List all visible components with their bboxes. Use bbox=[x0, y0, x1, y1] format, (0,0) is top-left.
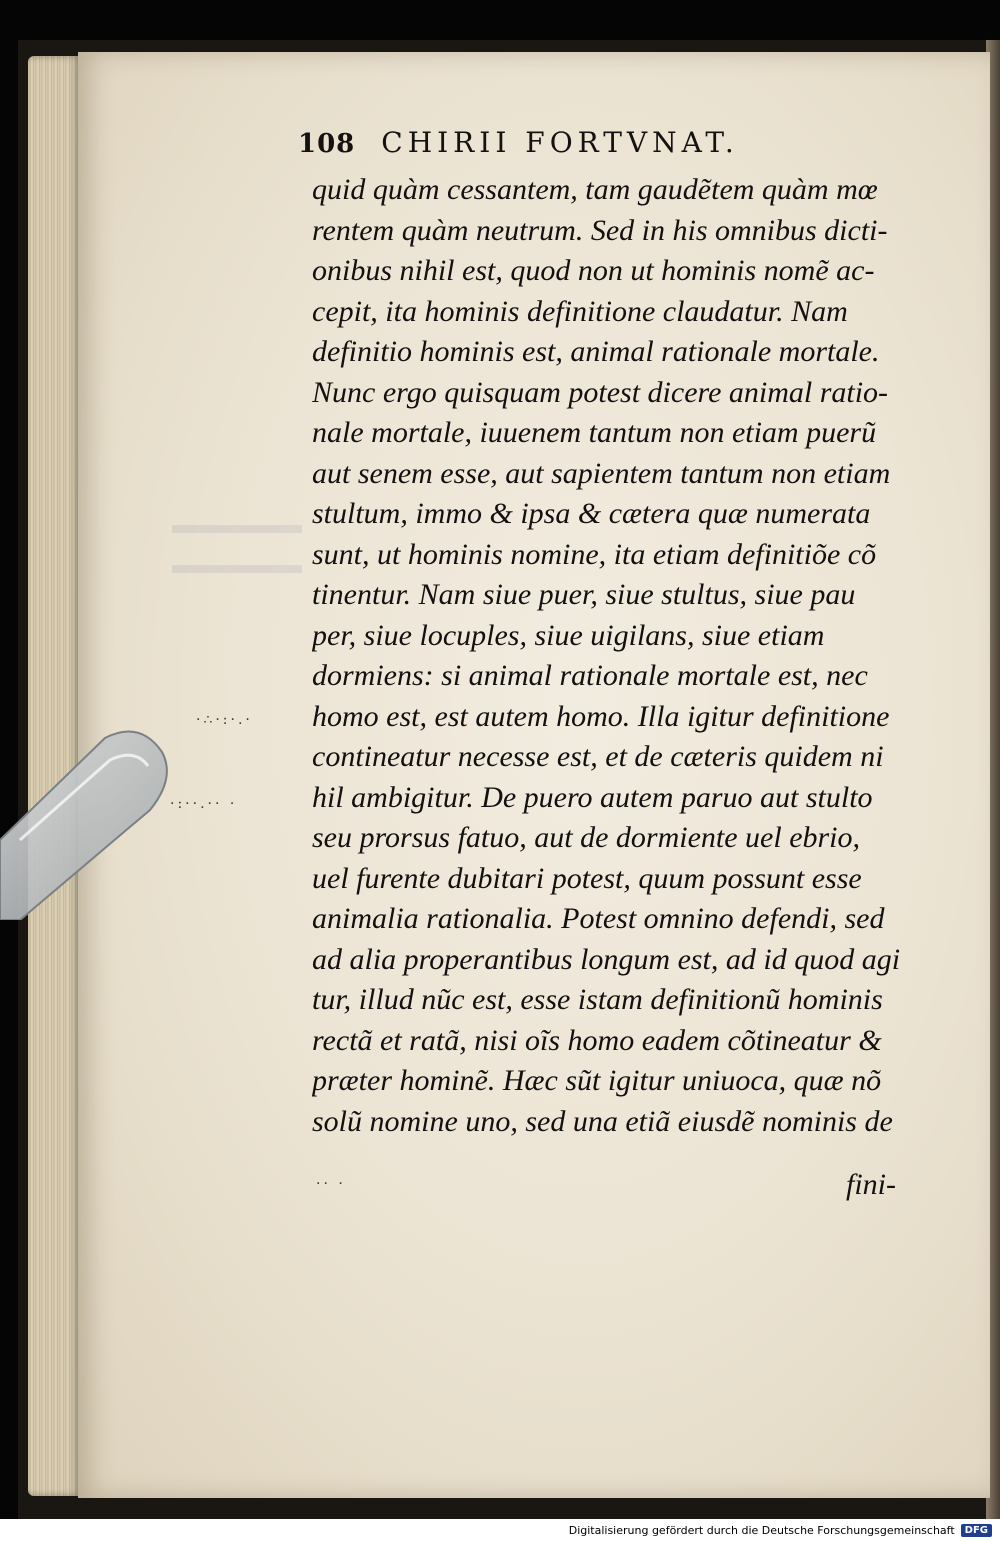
show-through-ink: ▬▬▬▬▬ bbox=[172, 510, 302, 539]
show-through-ink: ▬▬▬▬▬ bbox=[172, 550, 302, 579]
running-head bbox=[298, 126, 858, 159]
text-line: dormiens: si animal rationale mortale est, nec bbox=[312, 659, 868, 692]
text-line: tur, illud nũc est, esse istam definitionũ hominis bbox=[312, 983, 883, 1016]
text-line: tinentur. Nam siue puer, siue stultus, siue pau bbox=[312, 578, 856, 611]
text-line: hil ambigitur. De puero autem paruo aut stulto bbox=[312, 780, 873, 814]
text-line: aut senem esse, aut sapientem tantum non etiam bbox=[312, 456, 891, 490]
footer-bar bbox=[0, 1519, 1000, 1541]
marginal-mark: ·∴·:·.· bbox=[196, 712, 253, 728]
running-title: CHIRII FORTVNAT. bbox=[381, 126, 739, 159]
catchword: fini- bbox=[846, 1168, 896, 1201]
text-line: nale mortale, iuuenem tantum non etiam puerũ bbox=[312, 416, 877, 449]
text-line: ad alia properantibus longum est, ad id quod agi bbox=[312, 942, 901, 976]
dfg-logo: DFG bbox=[961, 1524, 992, 1537]
text-line: rentem quàm neutrum. Sed in his omnibus dicti- bbox=[312, 213, 888, 247]
text-line: definitio hominis est, animal rationale mortale. bbox=[312, 335, 880, 368]
text-line: stultum, immo & ipsa & cætera quæ numerata bbox=[312, 497, 871, 530]
text-line: uel furente dubitari potest, quum possunt esse bbox=[312, 861, 862, 895]
body-text bbox=[312, 170, 912, 1142]
text-line: rectã et ratã, nisi oĩs homo eadem cõtineatur & bbox=[312, 1023, 882, 1057]
text-line: cepit, ita hominis definitione claudatur. Nam bbox=[312, 294, 848, 328]
marginal-mark: ·· · bbox=[316, 1176, 346, 1192]
text-line: solũ nomine uno, sed una etiã eiusdẽ nominis de bbox=[312, 1104, 893, 1138]
text-line: contineatur necesse est, et de cæteris quidem ni bbox=[312, 740, 884, 773]
text-line: præter hominẽ. Hæc sũt igitur uniuoca, quæ nõ bbox=[312, 1064, 882, 1097]
text-line: homo est, est autem homo. Illa igitur definitione bbox=[312, 699, 890, 733]
glass-page-weight bbox=[0, 730, 170, 920]
text-line: Nunc ergo quisquam potest dicere animal ratio- bbox=[312, 375, 889, 409]
text-line: seu prorsus fatuo, aut de dormiente uel ebrio, bbox=[312, 821, 861, 854]
funding-credit: Digitalisierung gefördert durch die Deutsche Forschungsgemeinschaft bbox=[568, 1523, 955, 1537]
text-line: quid quàm cessantem, tam gaudẽtem quàm mœ bbox=[312, 173, 878, 206]
text-line: per, siue locuples, siue uigilans, siue etiam bbox=[312, 618, 825, 652]
marginal-mark: ·:··.·· · bbox=[170, 796, 238, 812]
text-line: animalia rationalia. Potest omnino defendi, sed bbox=[312, 902, 885, 935]
text-line: sunt, ut hominis nomine, ita etiam definitiõe cõ bbox=[312, 537, 877, 571]
text-line: onibus nihil est, quod non ut hominis nomẽ ac- bbox=[312, 254, 875, 287]
page-number: 108 bbox=[298, 129, 356, 159]
